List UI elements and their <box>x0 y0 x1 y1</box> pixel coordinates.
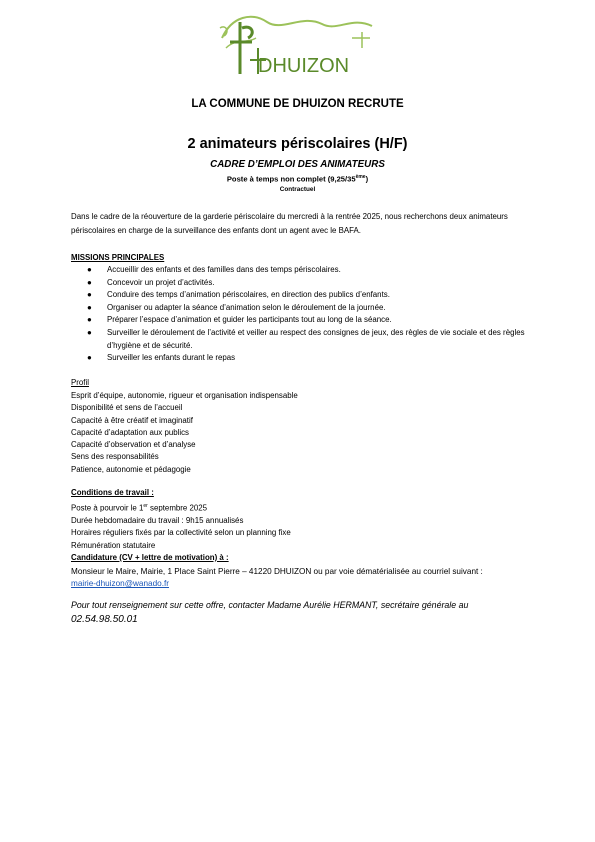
dhuizon-logo <box>212 8 380 80</box>
list-item: Rémunération statutaire <box>71 540 156 550</box>
list-item: Sens des responsabilités <box>71 452 159 462</box>
poste-main: Poste à temps non complet (9,25/35 <box>226 174 356 184</box>
list-item: Poste à pourvoir le 1er septembre 2025 <box>71 503 208 513</box>
logo-graphic <box>212 8 380 80</box>
list-item: ● Accueillir des enfants et des familles dans des temps périscolaires. <box>71 264 541 277</box>
email-link[interactable]: mairie-dhuizon@wanado.fr <box>71 579 169 588</box>
bullet-icon: ● <box>87 265 92 274</box>
profil-title: Profil <box>71 378 89 387</box>
candidature-address: Monsieur le Maire, Mairie, 1 Place Saint Pierre – 41220 DHUIZON ou par voie dématérialisée au courriel suivant : <box>71 567 483 576</box>
list-item: Horaires réguliers fixés par la collectivité selon un planning fixe <box>71 528 291 538</box>
list-item: ● Concevoir un projet d’activités. <box>71 277 541 290</box>
cadre-emploi: CADRE D’EMPLOI DES ANIMATEURS <box>210 159 385 170</box>
bullet-icon: ● <box>87 277 92 287</box>
phone-number: 02.54.98.50.01 <box>71 614 138 625</box>
bullet-icon: ● <box>87 353 92 363</box>
missions-title: MISSIONS PRINCIPALES <box>71 253 165 262</box>
list-item: Capacité à être créatif et imaginatif <box>71 415 193 425</box>
list-item: Disponibilité et sens de l’accueil <box>71 403 183 413</box>
poste-sup: ème <box>355 174 366 180</box>
candidature-text <box>71 566 541 590</box>
profil-list <box>71 390 298 476</box>
conditions-list <box>71 500 291 552</box>
list-item: Durée hebdomadaire du travail : 9h15 annualisés <box>71 515 244 525</box>
list-item: ● Préparer l’espace d’animation et guider les participants tout au long de la séance. <box>71 314 541 327</box>
bullet-icon: ● <box>87 290 92 300</box>
bullet-icon: ● <box>87 302 92 312</box>
bullet-icon: ● <box>87 327 92 337</box>
list-item: ● Conduire des temps d’animation périscolaires, en direction des publics d’enfants. <box>71 289 541 302</box>
poste-end: ) <box>365 174 369 184</box>
list-item: Patience, autonomie et pédagogie <box>71 464 191 474</box>
poste-line <box>0 174 595 184</box>
intro-paragraph: Dans le cadre de la réouverture de la garderie périscolaire du mercredi à la rentrée 2025, nous recherchons deux animateurs périscolaires en charge de la surveillance des enfants dont un agent avec le BAFA. <box>71 212 508 235</box>
list-item: Capacité d’observation et d’analyse <box>71 440 196 450</box>
recruit-heading: LA COMMUNE DE DHUIZON RECRUTE <box>191 98 404 110</box>
list-item: Esprit d’équipe, autonomie, rigueur et organisation indispensable <box>71 391 298 400</box>
conditions-title: Conditions de travail : <box>71 488 154 497</box>
list-item: ● Surveiller les enfants durant le repas <box>71 352 541 365</box>
list-item: ● Surveiller le déroulement de l’activité et veiller au respect des consignes de jeux, des règles de vie sociale et des règles d’hygiène et de sécurité. <box>87 327 525 350</box>
list-item: Capacité d’adaptation aux publics <box>71 427 190 437</box>
missions-list <box>71 264 541 365</box>
job-title: 2 animateurs périscolaires (H/F) <box>187 136 408 152</box>
list-item: ● Organiser ou adapter la séance d’animation selon le déroulement de la journée. <box>71 302 541 315</box>
contact-text: Pour tout renseignement sur cette offre, contacter Madame Aurélie HERMANT, secrétaire générale au <box>71 600 469 610</box>
logo-text: DHUIZON <box>258 55 350 77</box>
contact-info <box>71 598 541 627</box>
contract-type: Contractuel <box>279 186 316 193</box>
candidature-title: Candidature (CV + lettre de motivation) à : <box>71 553 229 562</box>
bullet-icon: ● <box>87 315 92 325</box>
